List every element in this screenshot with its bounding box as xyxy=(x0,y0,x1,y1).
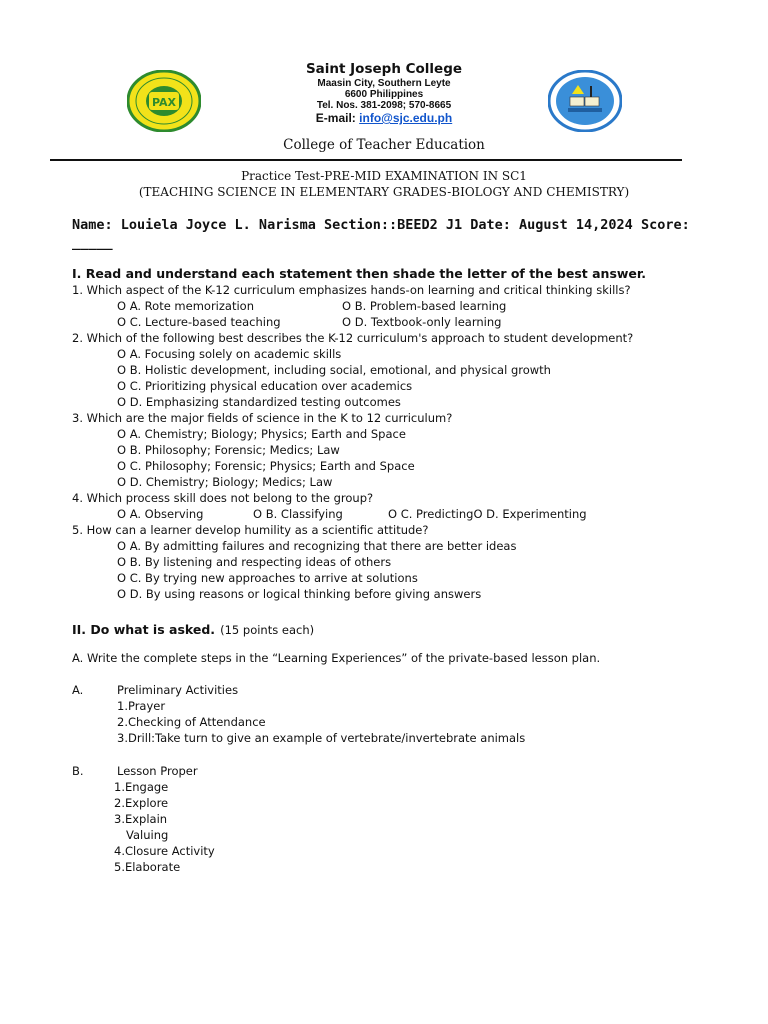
q3-option-b[interactable]: O B. Philosophy; Forensic; Medics; Law xyxy=(117,443,340,457)
email-line xyxy=(0,111,768,125)
address-zip: 6600 Philippines xyxy=(344,89,424,100)
question-2: 2. Which of the following best describes the K-12 curriculum's approach to student development? xyxy=(72,331,634,345)
section-a-item-1: 1.Prayer xyxy=(117,699,166,713)
q4-option-c-d[interactable]: O C. PredictingO D. Experimenting xyxy=(388,507,587,521)
q3-option-a[interactable]: O A. Chemistry; Biology; Physics; Earth and Space xyxy=(117,427,406,441)
section-b-title: Lesson Proper xyxy=(117,764,198,778)
question-4: 4. Which process skill does not belong to the group? xyxy=(72,491,374,505)
question-3: 3. Which are the major fields of science in the K to 12 curriculum? xyxy=(72,411,453,425)
exam-title: Practice Test-PRE-MID EXAMINATION IN SC1 xyxy=(241,169,527,183)
q3-option-d[interactable]: O D. Chemistry; Biology; Medics; Law xyxy=(117,475,333,489)
q2-option-b[interactable]: O B. Holistic development, including social, emotional, and physical growth xyxy=(117,363,551,377)
q1-option-b[interactable]: O B. Problem-based learning xyxy=(342,299,507,313)
q5-option-a[interactable]: O A. By admitting failures and recognizing that there are better ideas xyxy=(117,539,517,553)
email-label: E-mail: xyxy=(315,111,356,125)
section-a-item-2: 2.Checking of Attendance xyxy=(117,715,266,729)
q2-option-a[interactable]: O A. Focusing solely on academic skills xyxy=(117,347,342,361)
school-name: Saint Joseph College xyxy=(305,61,463,77)
section-b-item-4: 4.Closure Activity xyxy=(114,844,215,858)
part2-heading: II. Do what is asked. xyxy=(72,622,216,637)
header-divider xyxy=(50,159,682,161)
question-5: 5. How can a learner develop humility as a scientific attitude? xyxy=(72,523,429,537)
q3-option-c[interactable]: O C. Philosophy; Forensic; Physics; Earth and Space xyxy=(117,459,415,473)
q5-option-d[interactable]: O D. By using reasons or logical thinking before giving answers xyxy=(117,587,482,601)
q1-option-a[interactable]: O A. Rote memorization xyxy=(117,299,254,313)
email-link[interactable]: info@sjc.edu.ph xyxy=(359,111,453,125)
q5-option-b[interactable]: O B. By listening and respecting ideas of others xyxy=(117,555,392,569)
q2-option-d[interactable]: O D. Emphasizing standardized testing outcomes xyxy=(117,395,401,409)
question-1: 1. Which aspect of the K-12 curriculum emphasizes hands-on learning and critical thinking skills? xyxy=(72,283,631,297)
college-name: College of Teacher Education xyxy=(283,137,485,153)
part2-heading-line xyxy=(72,619,314,638)
section-b-item-1: 1.Engage xyxy=(114,780,169,794)
section-a-label: A. xyxy=(72,683,84,697)
section-b-item-5: 5.Elaborate xyxy=(114,860,181,874)
section-b-label: B. xyxy=(72,764,84,778)
part1-heading: I. Read and understand each statement then shade the letter of the best answer. xyxy=(72,266,647,281)
q4-option-b[interactable]: O B. Classifying xyxy=(253,507,343,521)
section-a-item-3: 3.Drill:Take turn to give an example of vertebrate/invertebrate animals xyxy=(117,731,526,745)
section-b-item-2: 2.Explore xyxy=(114,796,169,810)
score-blank: _____ xyxy=(72,235,113,251)
q1-option-c[interactable]: O C. Lecture-based teaching xyxy=(117,315,281,329)
section-b-item-3: 3.Explain xyxy=(114,812,168,826)
part2-instruction: A. Write the complete steps in the “Learning Experiences” of the private-based lesson plan. xyxy=(72,651,601,665)
q2-option-c[interactable]: O C. Prioritizing physical education over academics xyxy=(117,379,413,393)
seal-text: PAX xyxy=(151,96,177,109)
section-a-title: Preliminary Activities xyxy=(117,683,239,697)
q4-option-a[interactable]: O A. Observing xyxy=(117,507,204,521)
section-b-item-3-sub: Valuing xyxy=(126,828,169,842)
student-info-line: Name: Louiela Joyce L. Narisma Section::BEED2 J1 Date: August 14,2024 Score: xyxy=(72,217,690,233)
q1-option-d[interactable]: O D. Textbook-only learning xyxy=(342,315,502,329)
exam-subtitle: (TEACHING SCIENCE IN ELEMENTARY GRADES-BIOLOGY AND CHEMISTRY) xyxy=(138,185,630,199)
part2-points: (15 points each) xyxy=(220,623,315,637)
address-city: Maasin City, Southern Leyte xyxy=(317,78,451,89)
q5-option-c[interactable]: O C. By trying new approaches to arrive at solutions xyxy=(117,571,418,585)
phone-numbers: Tel. Nos. 381-2098; 570-8665 xyxy=(316,100,452,111)
